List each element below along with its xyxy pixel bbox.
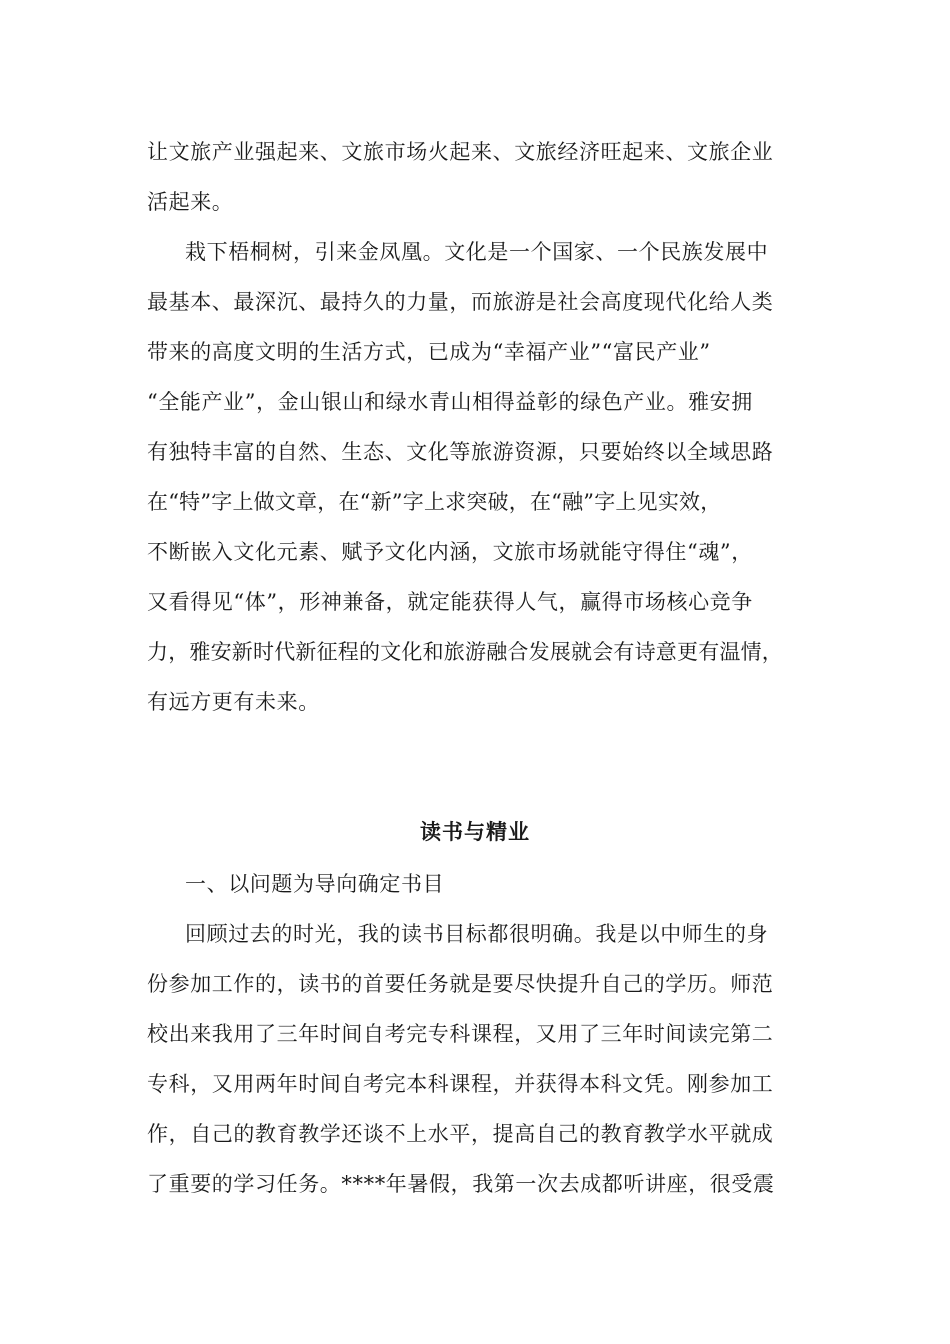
paragraph-line: 作，自己的教育教学还谈不上水平，提高自己的教育教学水平就成 [147, 1122, 774, 1146]
paragraph-line: 回顾过去的时光，我的读书目标都很明确。我是以中师生的身 [185, 922, 769, 946]
paragraph-line: 校出来我用了三年时间自考完专科课程，又用了三年时间读完第二 [147, 1022, 774, 1046]
paragraph-line: 专科，又用两年时间自考完本科课程，并获得本科文凭。刚参加工 [147, 1072, 774, 1096]
paragraph-line: 活起来。 [147, 190, 234, 214]
paragraph-line: 力，雅安新时代新征程的文化和旅游融合发展就会有诗意更有温情， [147, 640, 783, 664]
paragraph-line: “全能产业”，金山银山和绿水青山相得益彰的绿色产业。雅安拥 [147, 390, 753, 414]
section-heading: 一、以问题为导向确定书目 [185, 872, 445, 896]
paragraph-line: 有远方更有未来。 [147, 690, 320, 714]
paragraph-line: 让文旅产业强起来、文旅市场火起来、文旅经济旺起来、文旅企业 [147, 140, 774, 164]
paragraph-line: 有独特丰富的自然、生态、文化等旅游资源，只要始终以全域思路 [147, 440, 774, 464]
paragraph-line: 在“特”字上做文章，在“新”字上求突破，在“融”字上见实效， [147, 490, 722, 514]
paragraph-line: 最基本、最深沉、最持久的力量，而旅游是社会高度现代化给人类 [147, 290, 774, 314]
paragraph-line: 不断嵌入文化元素、赋予文化内涵，文旅市场就能守得住“魂”， [147, 540, 753, 564]
paragraph-line: 栽下梧桐树，引来金凤凰。文化是一个国家、一个民族发展中 [185, 240, 769, 264]
paragraph-line: 了重要的学习任务。****年暑假，我第一次去成都听讲座，很受震 [147, 1172, 775, 1196]
section-title: 读书与精业 [420, 819, 530, 844]
paragraph-line: 份参加工作的，读书的首要任务就是要尽快提升自己的学历。师范 [147, 972, 774, 996]
paragraph-line: 带来的高度文明的生活方式，已成为“幸福产业”“富民产业” [147, 340, 711, 364]
paragraph-line: 又看得见“体”，形神兼备，就定能获得人气，赢得市场核心竞争 [147, 590, 753, 614]
